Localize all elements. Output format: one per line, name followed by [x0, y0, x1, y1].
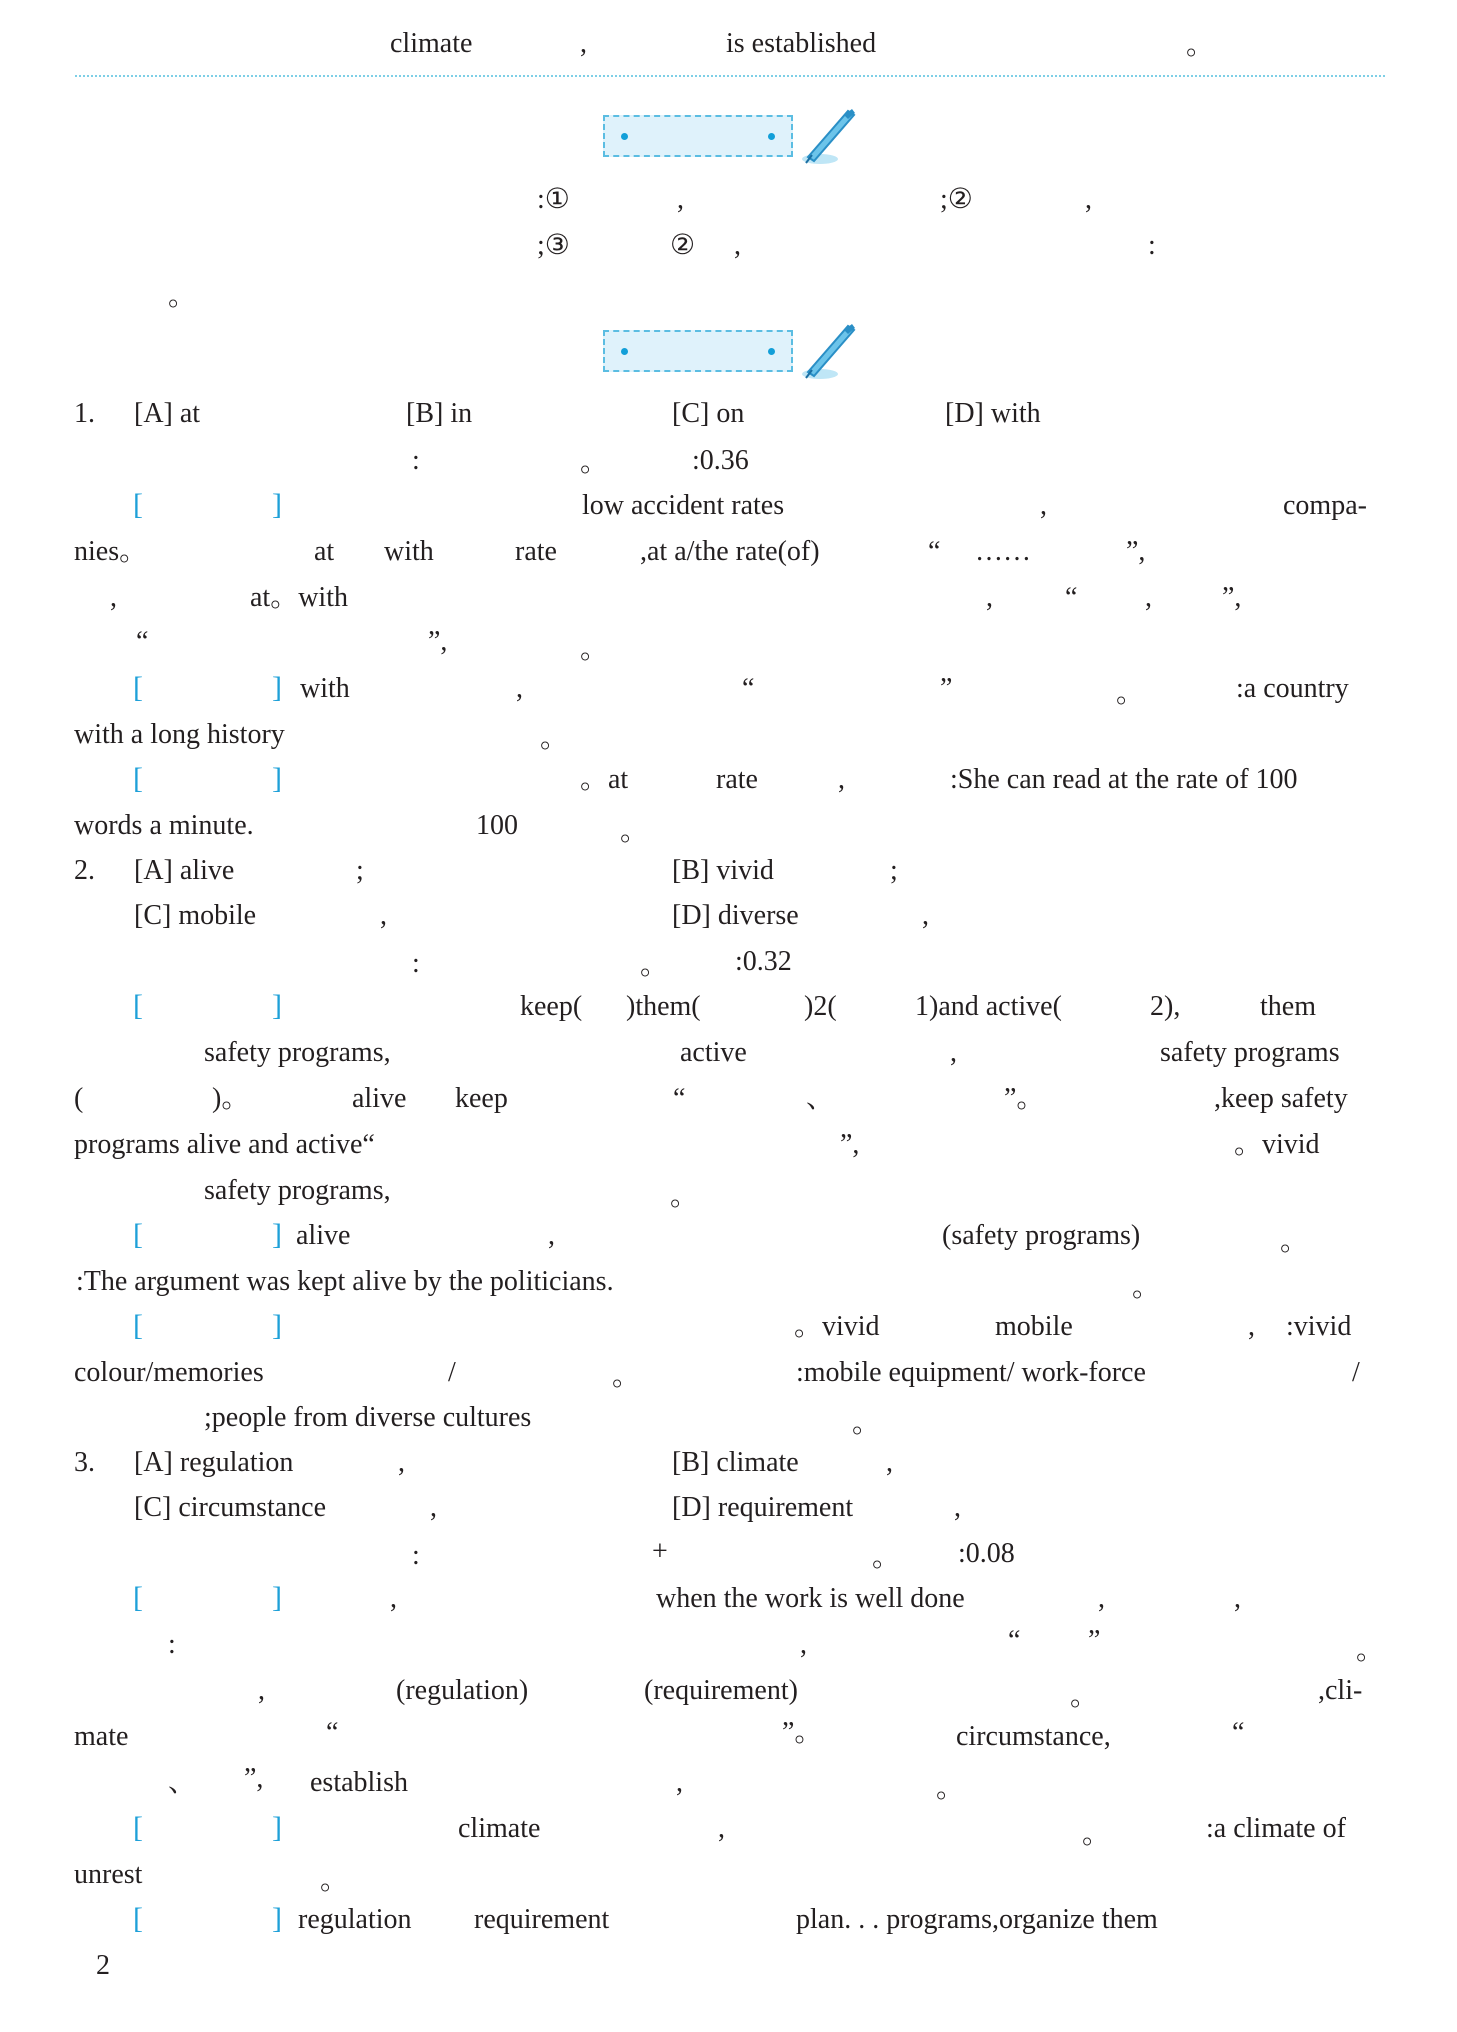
q2-p3-text: /: [448, 1357, 456, 1388]
q2-p1-text: )。: [212, 1083, 250, 1114]
q2-meta-period: 。: [640, 950, 669, 981]
q3-option-a-punct: ,: [398, 1447, 405, 1478]
q3-p1-text: ”,: [244, 1763, 264, 1794]
q2-option-a-punct: ;: [356, 855, 364, 886]
q3-p1-text: “: [1232, 1717, 1245, 1748]
q2-p3-text: 。: [852, 1408, 881, 1439]
dotted-divider: [75, 75, 1385, 77]
q2-p1-text: ”。: [1004, 1083, 1045, 1114]
q1-p2-text: “: [742, 673, 755, 704]
q2-p1-text: (: [74, 1083, 84, 1114]
q2-option-d-punct: ,: [922, 900, 929, 931]
q2-p1-text: 。vivid: [1234, 1129, 1320, 1160]
q1-p1-text: with: [384, 536, 434, 567]
banner-dot: [621, 348, 628, 355]
pen-icon: [800, 105, 856, 167]
bracket-close: ]: [272, 1309, 282, 1342]
q1-p1-text: ,at a/the rate(of): [640, 536, 820, 567]
q1-p2-text: with: [300, 673, 350, 704]
q3-option-a: [A] regulation: [134, 1447, 294, 1478]
q3-p2-text: ,: [718, 1813, 725, 1844]
q3-p1-text: 。: [936, 1773, 965, 1804]
q2-p1-text: 。: [670, 1181, 699, 1212]
intro-r3: 。: [168, 281, 197, 312]
q1-p1-text: at: [314, 536, 335, 567]
q3-p1-text: (requirement): [644, 1675, 798, 1706]
intro-r2-a: ;③: [537, 230, 570, 261]
banner-dot: [768, 133, 775, 140]
q2-p3-text: ,: [1248, 1311, 1255, 1342]
q2-p2-text: ,: [548, 1220, 555, 1251]
q1-p3-text: 100: [476, 810, 518, 841]
q1-p3-text: 。: [620, 816, 649, 847]
q1-p1-text: ”,: [1222, 582, 1242, 613]
bracket-open: [: [133, 488, 143, 521]
q1-option-c: [C] on: [672, 398, 745, 429]
q2-p2-text: 。: [1280, 1226, 1309, 1257]
bracket-open: [: [133, 1309, 143, 1342]
q2-p2-text: alive: [296, 1220, 351, 1251]
q3-p1-text: ,cli-: [1318, 1675, 1363, 1706]
bracket-open: [: [133, 1581, 143, 1614]
q2-p1-text: ”,: [840, 1129, 860, 1160]
q3-p1-text: “: [326, 1717, 339, 1748]
q3-p2-text: unrest: [74, 1859, 143, 1890]
intro-r1-b: ,: [677, 184, 684, 215]
q3-p1-text: :: [168, 1629, 176, 1660]
q1-p1-text: ”,: [428, 626, 448, 657]
intro-r1-c: ;②: [940, 184, 973, 215]
q1-p1-text: ,: [1145, 582, 1152, 613]
intro-r1-a: :①: [537, 184, 570, 215]
q1-p1-text: “: [928, 536, 941, 567]
q3-p1-text: 。: [1070, 1681, 1099, 1712]
q1-p2-text: 。: [1116, 678, 1145, 709]
q1-p2-text: with a long history: [74, 719, 285, 750]
q2-option-b-punct: ;: [890, 855, 898, 886]
q2-p1-text: keep: [455, 1083, 508, 1114]
q1-p3-text: rate: [716, 764, 758, 795]
q2-p1-text: )them(: [626, 991, 701, 1022]
q2-p2-text: :The argument was kept alive by the politicians.: [76, 1266, 614, 1297]
q3-option-c-punct: ,: [430, 1492, 437, 1523]
q2-p3-text: colour/memories: [74, 1357, 264, 1388]
q2-p1-text: programs alive and active“: [74, 1129, 375, 1160]
q1-p2-text: 。: [540, 723, 569, 754]
q3-option-d: [D] requirement: [672, 1492, 854, 1523]
q1-number: 1.: [74, 398, 95, 429]
bracket-open: [: [133, 1902, 143, 1935]
q1-p1-text: ,: [986, 582, 993, 613]
q1-p2-text: ,: [516, 673, 523, 704]
q1-p2-text: :a country: [1236, 673, 1349, 704]
q2-p2-text: (safety programs): [942, 1220, 1141, 1251]
q3-p2-text: 。: [1082, 1819, 1111, 1850]
q2-p1-text: 1)and active(: [915, 991, 1062, 1022]
q2-meta-colon: :: [412, 948, 420, 979]
q3-p1-text: ,: [1234, 1583, 1241, 1614]
q1-p1-text: “: [1065, 582, 1078, 613]
q3-p1-text: ,: [1098, 1583, 1105, 1614]
q3-option-d-punct: ,: [954, 1492, 961, 1523]
q1-p1-text: rate: [515, 536, 557, 567]
q1-p3-text: 。at: [580, 764, 629, 795]
bracket-open: [: [133, 762, 143, 795]
q2-p1-text: safety programs: [1160, 1037, 1340, 1068]
q1-meta-period: 。: [580, 447, 609, 478]
q3-p2-text: climate: [458, 1813, 541, 1844]
q3-option-b-punct: ,: [886, 1447, 893, 1478]
q2-p1-text: them: [1260, 991, 1316, 1022]
pen-icon: [800, 320, 856, 382]
q2-p1-text: “: [673, 1083, 686, 1114]
q3-p3-text: regulation: [298, 1904, 412, 1935]
bracket-close: ]: [272, 1811, 282, 1844]
intro-r2-d: :: [1148, 230, 1156, 261]
q3-p3-text: requirement: [474, 1904, 610, 1935]
section-banner-1: [603, 115, 793, 157]
q2-p2-text: 。: [1132, 1272, 1161, 1303]
bracket-close: ]: [272, 1218, 282, 1251]
bracket-close: ]: [272, 989, 282, 1022]
q3-meta-plus: +: [652, 1536, 668, 1567]
top-line-established: is established: [726, 28, 877, 59]
q3-meta-period: 。: [872, 1542, 901, 1573]
q3-p2-text: 。: [320, 1865, 349, 1896]
top-line-comma: ,: [580, 28, 587, 59]
q3-p1-text: ”。: [782, 1717, 823, 1748]
q1-p2-text: ”: [940, 673, 953, 704]
q2-option-a: [A] alive: [134, 855, 235, 886]
q1-p1-text: at。with: [250, 582, 348, 613]
q1-p1-text: ”,: [1126, 536, 1146, 567]
q3-p3-text: plan. . . programs,organize them: [796, 1904, 1158, 1935]
q3-difficulty: :0.08: [958, 1538, 1015, 1569]
q2-option-b: [B] vivid: [672, 855, 774, 886]
q1-option-d: [D] with: [945, 398, 1041, 429]
page-number: 2: [96, 1950, 110, 1981]
q1-p3-text: words a minute.: [74, 810, 254, 841]
q2-p3-text: /: [1352, 1357, 1360, 1388]
top-line-climate: climate: [390, 28, 473, 59]
q2-p3-text: :vivid: [1286, 1311, 1352, 1342]
q2-number: 2.: [74, 855, 95, 886]
q3-p1-text: when the work is well done: [656, 1583, 965, 1614]
q1-option-b: [B] in: [406, 398, 473, 429]
bracket-open: [: [133, 1218, 143, 1251]
q2-option-c: [C] mobile: [134, 900, 257, 931]
q1-p1-text: low accident rates: [582, 490, 785, 521]
bracket-close: ]: [272, 671, 282, 704]
q1-p3-text: :She can read at the rate of 100: [950, 764, 1298, 795]
q1-option-a: [A] at: [134, 398, 201, 429]
q1-p1-text: nies。: [74, 536, 148, 567]
q3-p1-text: ”: [1088, 1625, 1101, 1656]
q2-p3-text: 。vivid: [794, 1311, 880, 1342]
q2-p1-text: alive: [352, 1083, 407, 1114]
q2-p1-text: keep(: [520, 991, 583, 1022]
q1-p1-text: ……: [975, 536, 1031, 567]
q1-p1-text: 。: [580, 634, 609, 665]
q3-p1-text: establish: [310, 1767, 408, 1798]
q2-p3-text: 。: [612, 1361, 641, 1392]
q3-p1-text: circumstance,: [956, 1721, 1111, 1752]
q2-p3-text: :mobile equipment/ work-force: [796, 1357, 1146, 1388]
q3-p1-text: “: [1008, 1625, 1021, 1656]
section-banner-2: [603, 330, 793, 372]
q2-p1-text: safety programs,: [204, 1037, 391, 1068]
banner-dot: [621, 133, 628, 140]
q3-p2-text: :a climate of: [1206, 1813, 1346, 1844]
q1-p1-text: ,: [1040, 490, 1047, 521]
q1-meta-colon: :: [412, 445, 420, 476]
q2-option-c-punct: ,: [380, 900, 387, 931]
bracket-open: [: [133, 1811, 143, 1844]
q3-option-b: [B] climate: [672, 1447, 799, 1478]
q3-p1-text: mate: [74, 1721, 129, 1752]
q3-p1-text: ,: [676, 1767, 683, 1798]
bracket-close: ]: [272, 762, 282, 795]
top-line-end: 。: [1186, 30, 1215, 61]
q2-p1-text: ,: [950, 1037, 957, 1068]
q2-p1-text: active: [680, 1037, 747, 1068]
q2-p1-text: 2),: [1150, 991, 1181, 1022]
bracket-close: ]: [272, 488, 282, 521]
q2-difficulty: :0.32: [735, 946, 792, 977]
q1-p1-text: “: [136, 626, 149, 657]
q2-p3-text: ;people from diverse cultures: [204, 1402, 532, 1433]
bracket-open: [: [133, 671, 143, 704]
q3-meta-colon: :: [412, 1540, 420, 1571]
intro-r1-d: ,: [1085, 184, 1092, 215]
q3-p1-text: ,: [258, 1675, 265, 1706]
q3-number: 3.: [74, 1447, 95, 1478]
bracket-close: ]: [272, 1581, 282, 1614]
q2-p3-text: mobile: [995, 1311, 1073, 1342]
q3-p1-text: ,: [390, 1583, 397, 1614]
q2-p1-text: safety programs,: [204, 1175, 391, 1206]
q3-p1-text: (regulation): [396, 1675, 529, 1706]
banner-dot: [768, 348, 775, 355]
q3-p1-text: ,: [800, 1629, 807, 1660]
bracket-close: ]: [272, 1902, 282, 1935]
q3-option-c: [C] circumstance: [134, 1492, 327, 1523]
q3-p1-text: 。: [1356, 1635, 1385, 1666]
q1-p1-text: compa-: [1283, 490, 1367, 521]
q2-option-d: [D] diverse: [672, 900, 799, 931]
intro-r2-c: ,: [734, 230, 741, 261]
q1-p3-text: ,: [838, 764, 845, 795]
intro-r2-b: ②: [670, 230, 696, 261]
q1-p1-text: ,: [110, 582, 117, 613]
bracket-open: [: [133, 989, 143, 1022]
q2-p1-text: ,keep safety: [1214, 1083, 1348, 1114]
q3-p1-text: 、: [168, 1767, 197, 1798]
q2-p1-text: 、: [806, 1083, 835, 1114]
q2-p1-text: )2(: [804, 991, 837, 1022]
q1-difficulty: :0.36: [692, 445, 749, 476]
